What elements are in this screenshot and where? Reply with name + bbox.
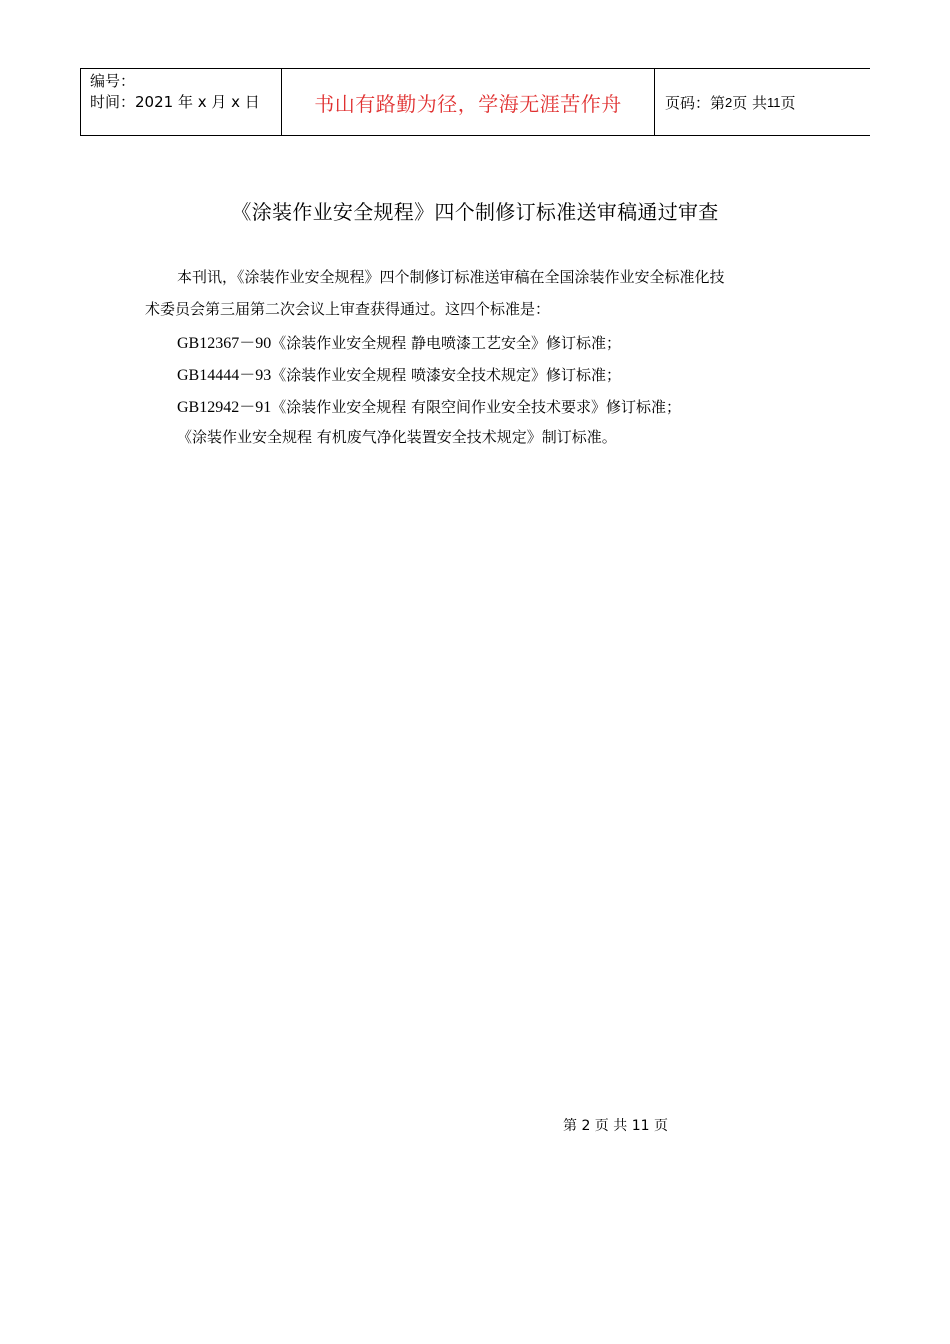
standard-code: GB12367－90: [177, 335, 272, 352]
page-footer: 第 2 页 共 11 页: [563, 1118, 668, 1134]
list-item: [177, 394, 681, 417]
motto-text: 书山有路勤为径，学海无涯苦作舟: [314, 91, 622, 116]
page-mid: 页 共: [732, 93, 768, 112]
time-label: 时间：2021 年 x 月 x 日: [90, 93, 260, 111]
page-number-cell: [655, 69, 870, 135]
list-item: [177, 426, 617, 447]
standard-code: GB12942－91: [177, 399, 272, 416]
page-total: 11: [767, 94, 781, 110]
standard-text: 《涂装作业安全规程 有机废气净化装置安全技术规定》制订标准。: [177, 428, 617, 446]
standard-text: 《涂装作业安全规程 有限空间作业安全技术要求》修订标准；: [271, 398, 682, 416]
header-table: [80, 68, 870, 136]
intro-line-2: 术委员会第三届第二次会议上审查获得通过。这四个标准是：: [145, 300, 551, 318]
motto-cell: [282, 69, 655, 135]
list-item: [177, 362, 621, 385]
intro-line-1: 本刊讯，《涂装作业安全规程》四个制修订标准送审稿在全国涂装作业安全标准化技: [177, 268, 725, 286]
page-suffix: 页: [780, 93, 796, 112]
standard-text: 《涂装作业安全规程 喷漆安全技术规定》修订标准；: [271, 366, 622, 384]
page-current: 2: [725, 94, 733, 110]
standard-code: GB14444－93: [177, 367, 272, 384]
number-label: 编号：: [90, 72, 136, 90]
page-prefix: 页码：第: [665, 93, 726, 112]
document-title: 《涂装作业安全规程》四个制修订标准送审稿通过审查: [231, 200, 719, 224]
header-meta-cell: [81, 69, 282, 135]
standard-text: 《涂装作业安全规程 静电喷漆工艺安全》修订标准；: [271, 334, 622, 352]
list-item: [177, 330, 621, 353]
